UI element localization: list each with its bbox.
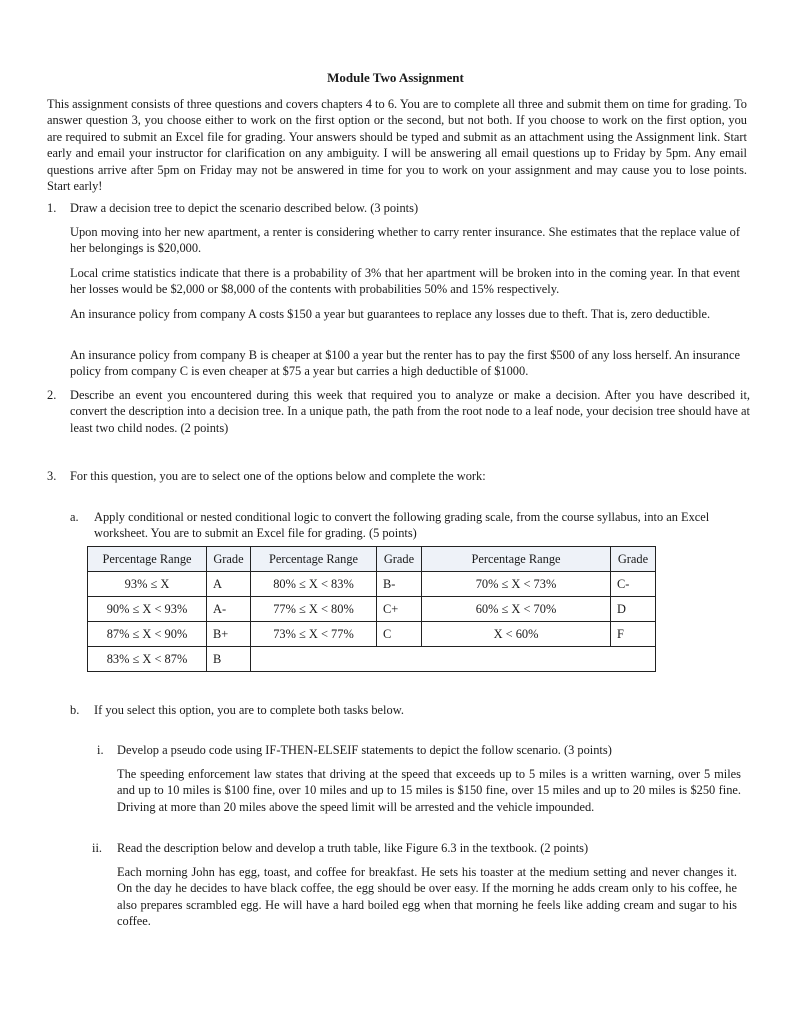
task-i-label: i. bbox=[97, 743, 104, 757]
table-cell: B- bbox=[377, 572, 422, 597]
question-1-number: 1. bbox=[47, 201, 57, 215]
table-cell: X < 60% bbox=[422, 622, 611, 647]
question-2-number: 2. bbox=[47, 388, 57, 402]
table-cell: 60% ≤ X < 70% bbox=[422, 597, 611, 622]
table-header-row bbox=[88, 547, 656, 572]
table-row bbox=[88, 597, 656, 622]
table-cell: 70% ≤ X < 73% bbox=[422, 572, 611, 597]
option-b-label: b. bbox=[70, 703, 80, 717]
table-header: Grade bbox=[611, 547, 656, 572]
question-3-number: 3. bbox=[47, 469, 57, 483]
task-ii-paragraph: Each morning John has egg, toast, and coffee for breakfast. He sets his toaster at the medium setting and never changes it. On the day he decides to have black coffee, the egg should be over easy. If the morning he adds cream only to his coffee, he also prepares scrambled egg. He will have a hard boiled egg when that morning he feels like adding cream and sugar to his coffee. bbox=[117, 865, 737, 929]
task-i-paragraph: The speeding enforcement law states that driving at the speed that exceeds up to 5 miles is a written warning, over 5 miles and up to 10 miles is $100 fine, over 10 miles and up to 15 miles is $150 fine, over 15 miles and up to 20 miles is $250 fine. Driving at more than 20 miles above the speed limit will be arrested and the vehicle impounded. bbox=[117, 767, 741, 814]
table-cell: A bbox=[207, 572, 251, 597]
table-cell: 77% ≤ X < 80% bbox=[251, 597, 377, 622]
option-b-text: If you select this option, you are to complete both tasks below. bbox=[94, 703, 404, 717]
table-cell: 87% ≤ X < 90% bbox=[88, 622, 207, 647]
q1-paragraph: An insurance policy from company A costs $150 a year but guarantees to replace any losses due to theft. That is, zero deductible. bbox=[70, 307, 711, 321]
table-header: Percentage Range bbox=[422, 547, 611, 572]
table-cell: B+ bbox=[207, 622, 251, 647]
table-row bbox=[88, 572, 656, 597]
task-ii-text: Read the description below and develop a truth table, like Figure 6.3 in the textbook. (2 points) bbox=[117, 841, 589, 855]
q1-paragraph: Local crime statistics indicate that there is a probability of 3% that her apartment will be broken into in the coming year. In that event her losses would be $2,000 or $8,000 of the contents with probabilities 50% and 15% respectively. bbox=[70, 266, 740, 297]
table-empty-cell bbox=[251, 647, 656, 672]
table-header: Grade bbox=[377, 547, 422, 572]
table-cell: A- bbox=[207, 597, 251, 622]
question-3-text: For this question, you are to select one of the options below and complete the work: bbox=[70, 469, 486, 483]
table-row bbox=[88, 622, 656, 647]
table-cell: C bbox=[377, 622, 422, 647]
table-cell: B bbox=[207, 647, 251, 672]
table-cell: C+ bbox=[377, 597, 422, 622]
document-title: Module Two Assignment bbox=[327, 70, 464, 85]
table-cell: 93% ≤ X bbox=[88, 572, 207, 597]
intro-paragraph: This assignment consists of three questions and covers chapters 4 to 6. You are to complete all three and submit them on time for grading. To answer question 3, you choose either to work on the first option or the second, but not both. If you choose to work on the first option, you are required to submit an Excel file for grading. Your answers should be typed and submit as an attachment using the Assignment link. Start early and email your instructor for clarification on any ambiguity. I will be answering all email questions up to Friday by 5pm. Any email questions arrive after 5pm on Friday may not be answered in time for you to work on your assignment and may cause you to lose points. Start early! bbox=[47, 97, 747, 194]
table-cell: 80% ≤ X < 83% bbox=[251, 572, 377, 597]
q1-paragraph: An insurance policy from company B is cheaper at $100 a year but the renter has to pay the first $500 of any loss herself. An insurance policy from company C is even cheaper at $75 a year but carries a high deductible of $1000. bbox=[70, 348, 740, 379]
table-header: Percentage Range bbox=[251, 547, 377, 572]
task-i-text: Develop a pseudo code using IF-THEN-ELSEIF statements to depict the follow scenario. (3 points) bbox=[117, 743, 612, 757]
option-a-text: Apply conditional or nested conditional logic to convert the following grading scale, from the course syllabus, into an Excel worksheet. You are to submit an Excel file for grading. (5 points) bbox=[94, 510, 710, 541]
table-cell: D bbox=[611, 597, 656, 622]
table-cell: 73% ≤ X < 77% bbox=[251, 622, 377, 647]
table-cell: 90% ≤ X < 93% bbox=[88, 597, 207, 622]
table-cell: 83% ≤ X < 87% bbox=[88, 647, 207, 672]
grading-scale-table bbox=[87, 546, 656, 672]
table-header: Percentage Range bbox=[88, 547, 207, 572]
option-a-label: a. bbox=[70, 510, 79, 524]
table-header: Grade bbox=[207, 547, 251, 572]
table-cell: F bbox=[611, 622, 656, 647]
table-cell: C- bbox=[611, 572, 656, 597]
question-1-text: Draw a decision tree to depict the scenario described below. (3 points) bbox=[70, 201, 419, 215]
q1-paragraph: Upon moving into her new apartment, a renter is considering whether to carry renter insurance. She estimates that the replace value of her belongings is $20,000. bbox=[70, 225, 740, 256]
task-ii-label: ii. bbox=[92, 841, 102, 855]
question-2-text: Describe an event you encountered during this week that required you to analyze or make a decision. After you have described it, convert the description into a decision tree. In a unique path, the path from the root node to a leaf node, your decision tree should have at least two child nodes. (2 points) bbox=[70, 388, 750, 435]
table-row bbox=[88, 647, 656, 672]
